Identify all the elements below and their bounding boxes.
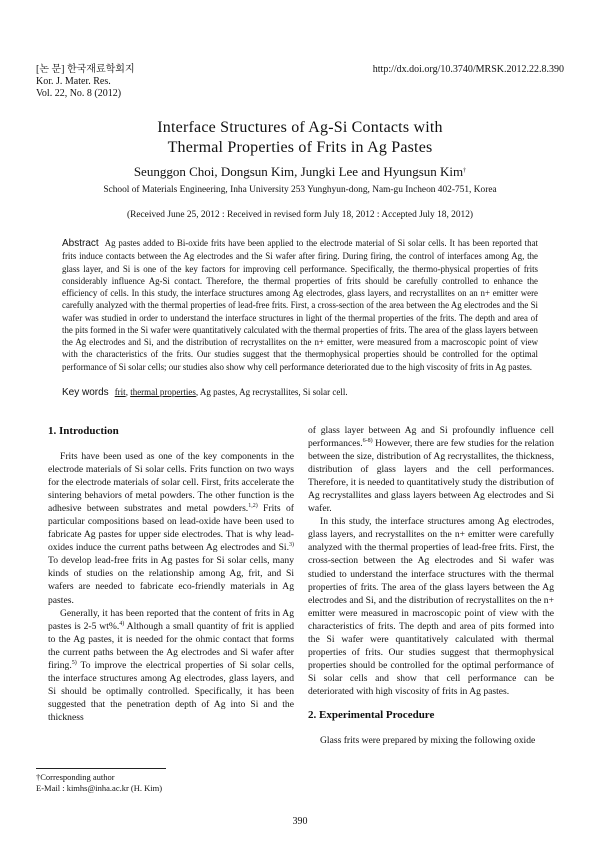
paper-title xyxy=(40,118,560,158)
title-line-1: Interface Structures of Ag-Si Contacts with xyxy=(157,119,443,136)
keywords-rest: , Ag pastes, Ag recrystallites, Si solar cell. xyxy=(195,387,348,397)
footnote-divider xyxy=(36,768,166,769)
intro-paragraph-1: Frits have been used as one of the key components in the electrode materials of Si solar cells. Frits function on two ways for the electrode materials of solar cell. First, frits accelerate the sintering behaviors of metal powders. The other function is the adhesive between substrates and metal powders.$^{1,2)}$ Frits of particular compositions based on lead-oxide have been used to fabricate Ag pastes for upper side electrodes. That is why lead-oxides induce the current paths between Ag electrodes and Si.$^{3)}$ To develop lead-free frits in Ag pastes for Si solar cells, many kinds of studies on the relationship among Ag, frit, and Si wafers are needed to fabricate eco-friendly materials in Ag pastes. xyxy=(48,451,294,606)
footnote xyxy=(36,772,162,794)
page-number: 390 xyxy=(292,816,308,827)
right-column xyxy=(308,424,554,747)
abstract xyxy=(62,237,538,373)
section-1-heading: 1. Introduction xyxy=(48,425,119,437)
journal-korean-name: [논 문] 한국재료학회지 xyxy=(36,64,135,75)
keyword-link-thermal-properties[interactable]: thermal properties xyxy=(130,387,196,397)
corresponding-author-note: †Corresponding author xyxy=(36,772,115,782)
author-list xyxy=(40,164,560,180)
section-2-heading: 2. Experimental Procedure xyxy=(308,708,435,721)
received-dates: (Received June 25, 2012 : Received in revised form July 18, 2012 : Accepted July 18, 2012) xyxy=(126,210,474,220)
affiliation: School of Materials Engineering, Inha University 253 Yunghyun-dong, Nam-gu Incheon 402-751, Korea xyxy=(103,185,497,195)
authors-text: Seunggon Choi, Dongsun Kim, Jungki Lee and Hyungsun Kim xyxy=(133,164,464,179)
keywords: Key words frit, thermal properties, Ag pastes, Ag recrystallites, Si solar cell. xyxy=(62,387,348,398)
left-column xyxy=(48,424,294,724)
keyword-link-frit[interactable]: frit xyxy=(114,387,126,397)
corresponding-email[interactable]: E-Mail : kimhs@inha.ac.kr (H. Kim) xyxy=(36,783,163,793)
abstract-text: Ag pastes added to Bi-oxide frits have been applied to the electrode material of Si solar cells. It has been reported that frits induce contacts between the Ag electrodes and the Si wafer after firing. During firing, the control of interfaces among Ag, the glass layer, and Si is one of the key factors for improving cell performance. Specifically, the thermo-physical properties of frits considerably influence Ag-Si contact. Therefore, the thermal properties of frits should be carefully controlled to enhance the efficiency of cells. In this study, the interface structures among Ag electrodes, glass layers, and recrystallites on an n+ emitter were carefully analyzed with the thermal properties of lead-free frits. First, a cross-section of the area between the Ag electrodes and the Si wafer was studied in order to understand the interface structures in light of the thermal properties of the frits. The depth and area of the pits formed in the Si wafer were quantitatively calculated with the thermal properties of frits. The area of the glass layers between the Ag electrodes and Si, and the distribution of recrystallites on the n+ emitter, were measured from a macroscopic point of view with the characteristics of the frits. Our studies suggest that the thermophysical properties should be controlled for the optimal performance of Si solar cells; our studies also show why cell performance deteriorated due to the high viscosity of frits in Ag pastes. xyxy=(62,238,538,372)
title-line-2: Thermal Properties of Frits in Ag Pastes xyxy=(167,139,433,156)
intro-paragraph-2: Generally, it has been reported that the content of frits in Ag pastes is 2-5 wt%.$^{4)}$ Although a small quantity of frit is applied to the Ag pastes, it is needed for the ohmic contact that forms the current paths between the Ag electrodes and Si wafer after firing.$^{5)}$ To improve the electrical properties of Si solar cells, the interface structures among Ag electrodes, glass layers, and Si should be optimally controlled. Specifically, it has been suggested that the penetration depth of Ag into Si and the thickness xyxy=(48,607,294,723)
keywords-label: Key words xyxy=(62,387,109,398)
journal-abbrev: Kor. J. Mater. Res. xyxy=(36,76,111,87)
doi-link[interactable]: http://dx.doi.org/10.3740/MRSK.2012.22.8.390 xyxy=(372,64,564,75)
intro-paragraph-2-cont: of glass layer between Ag and Si profoundly influence cell performances.$^{6-8)}$ However, there are few studies for the relation between the size, distribution of Ag recrystallites, the thickness, distribution of glass layers and the cell performances. Therefore, it is needed to quantitatively study the distribution of Ag recrystallites and glass layers between Ag electrodes and Si wafer. xyxy=(308,425,554,515)
experimental-paragraph-1: Glass frits were prepared by mixing the following oxide xyxy=(320,734,536,746)
intro-paragraph-3: In this study, the interface structures among Ag electrodes, glass layers, and recrystallites on the n+ emitter were carefully analyzed with the thermal properties of lead-free frits. First, the cross-section between the Ag electrodes and Si wafer was studied to understand the interface structures with the thermal properties of frits. The area of the glass layers between the Ag electrodes and Si, and the distribution of recrystallites on the n+ emitter were measured in macroscopic point of view with the characteristics of frits. The depth and area of pits formed into the Si wafer were quantitatively calculated with thermal properties of frits. Our studies suggest that thermophysical properties should be controlled for the optimal performance of Si solar cells and show that cell performance can be deteriorated with high viscosity of frits in Ag pastes. xyxy=(308,516,554,697)
journal-volume: Vol. 22, No. 8 (2012) xyxy=(36,88,122,99)
journal-header xyxy=(36,64,135,100)
corresponding-mark: † xyxy=(463,168,467,174)
abstract-label: Abstract xyxy=(62,238,99,249)
